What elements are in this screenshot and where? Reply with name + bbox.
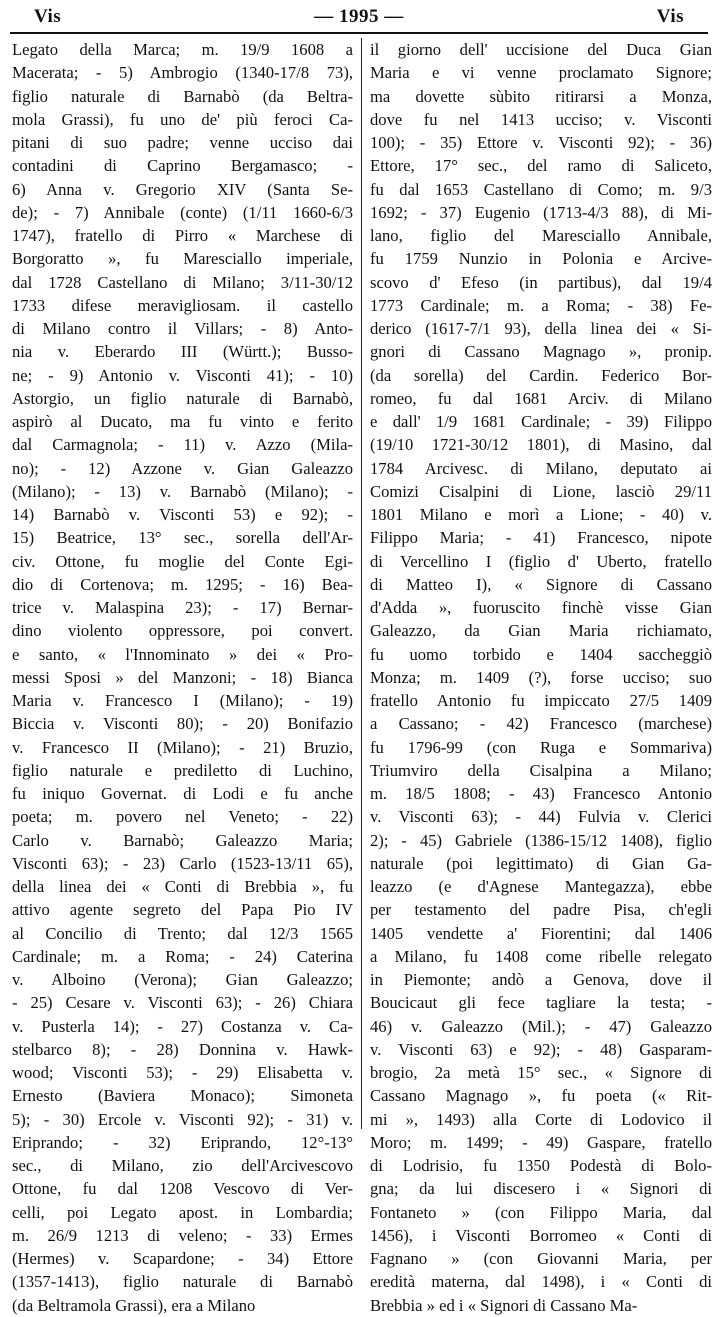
text-line: gna; da lui discesero i « Signori di: [370, 1179, 712, 1199]
text-line: Cardinale; m. a Roma; - 24) Caterina: [12, 946, 353, 966]
left-column: [12, 38, 362, 1315]
text-line: a Cassano; - 42) Francesco (marchese): [370, 714, 712, 734]
text-line: pitani di suo padre; venne ucciso dai: [12, 133, 353, 152]
text-line: v. Visconti 63); - 44) Fulvia v. Clerici: [370, 807, 712, 827]
text-line: e dall' 1/9 1681 Cardinale; - 39) Filippo: [370, 412, 712, 431]
text-line: scovo d' Efeso (in partibus), dal 19/4: [370, 272, 712, 292]
text-line: dino violento oppressore, poi convert.: [12, 621, 353, 641]
text-line: di Milano contro il Villars; - 8) Anto-: [12, 319, 353, 338]
text-line: m. 18/5 1808; - 43) Francesco Antonio: [370, 784, 712, 803]
text-line: Biccia v. Visconti 80); - 20) Bonifazio: [12, 714, 353, 734]
text-line: Macerata; - 5) Ambrogio (1340-17/8 73),: [12, 63, 353, 83]
text-line: wood; Visconti 53); - 29) Elisabetta v.: [12, 1063, 353, 1082]
text-line: 2); - 45) Gabriele (1386-15/12 1408), figlio: [370, 830, 712, 850]
text-line: 1405 vendette a' Fiorentini; dal 1406: [370, 923, 712, 943]
text-line: in Piemonte; andò a Genova, dove il: [370, 970, 712, 989]
text-line: Fontaneto » (con Filippo Maria, dal: [370, 1202, 712, 1222]
right-column: [362, 38, 712, 1315]
text-line: naturale (poi legittimato) di Gian Ga-: [370, 853, 712, 873]
text-line: (19/10 1721-30/12 1801), di Masino, dal: [370, 435, 712, 455]
text-line: derico (1617-7/1 93), della linea dei « Si-: [370, 319, 712, 338]
text-line: fu iniquo Governat. di Lodi e fu anche: [12, 784, 353, 803]
text-line: Monza; m. 1409 (?), forse ucciso; suo: [370, 667, 712, 687]
text-line: fu uomo torbido e 1404 saccheggiò: [370, 644, 712, 664]
text-line: Triumviro della Cisalpina a Milano;: [370, 760, 712, 780]
text-line: fu 1759 Nunzio in Polonia e Arcive-: [370, 249, 712, 269]
text-line: Ottone, fu dal 1208 Vescovo di Ver-: [12, 1179, 353, 1199]
text-line: Carlo v. Barnabò; Galeazzo Maria;: [12, 830, 353, 850]
text-line: 100); - 35) Ettore v. Visconti 92); - 36): [370, 133, 712, 152]
text-line: 1784 Arcivesc. di Milano, deputato ai: [370, 458, 712, 478]
text-line: dio di Cortenova; m. 1295; - 16) Bea-: [12, 574, 353, 594]
text-line: leazzo (e d'Agnese Mantegazza), ebbe: [370, 877, 712, 896]
text-line: gnori di Cassano Magnago », pronip.: [370, 342, 712, 362]
text-line: 1692; - 37) Eugenio (1713-4/3 88), di Mi-: [370, 202, 712, 222]
text-line: 6) Anna v. Gregorio XIV (Santa Se-: [12, 179, 353, 199]
text-line: della linea dei « Conti di Brebbia », fu: [12, 877, 353, 896]
text-line: ma dovette sùbito ritirarsi a Monza,: [370, 86, 712, 106]
text-line: romeo, fu dal 1681 Arciv. di Milano: [370, 388, 712, 408]
text-columns: [12, 38, 712, 1315]
text-line: Legato della Marca; m. 19/9 1608 a: [12, 40, 353, 59]
text-line: d'Adda », fuoruscito finchè visse Gian: [370, 598, 712, 617]
text-line: Borgoratto », fu Maresciallo imperiale,: [12, 249, 353, 269]
text-line: civ. Ottone, fu moglie del Conte Egi-: [12, 551, 353, 571]
text-line: fratello Antonio fu impiccato 27/5 1409: [370, 691, 712, 710]
text-line: v. Pusterla 14); - 27) Costanza v. Ca-: [12, 1016, 353, 1036]
text-line: de); - 7) Annibale (conte) (1/11 1660-6/3: [12, 202, 353, 222]
text-line: mi », 1493) alla Corte di Lodovico il: [370, 1109, 712, 1129]
text-line: per testamento del padre Pisa, ch'egli: [370, 900, 712, 920]
text-line: Astorgio, un figlio naturale di Barnabò,: [12, 388, 353, 408]
text-line: e santo, « l'Innominato » dei « Pro-: [12, 644, 353, 664]
text-line: v. Alboino (Verona); Gian Galeazzo;: [12, 970, 353, 989]
text-line: Maria e vi venne proclamato Signore;: [370, 63, 712, 83]
text-line: - 25) Cesare v. Visconti 63); - 26) Chiara: [12, 993, 353, 1013]
text-line: figlio naturale e prediletto di Luchino,: [12, 760, 353, 780]
text-line: m. 26/9 1213 di veleno; - 33) Ermes: [12, 1225, 353, 1245]
text-line: 14) Barnabò v. Visconti 53) e 92); -: [12, 505, 353, 524]
text-line: di Matteo I), « Signore di Cassano: [370, 574, 712, 594]
text-line: a Milano, fu 1408 come ribelle relegato: [370, 946, 712, 966]
text-line: di Vercellino I (figlio d' Uberto, fratello: [370, 551, 712, 571]
text-line: celli, poi Legato apost. in Lombardia;: [12, 1202, 353, 1222]
text-line: Comizi Cisalpini di Lione, lasciò 29/11: [370, 481, 712, 501]
text-line: poeta; m. povero nel Veneto; - 22): [12, 807, 353, 827]
text-line: eredità materna, dal 1498), i « Conti di: [370, 1272, 712, 1292]
text-line: sec., di Milano, zio dell'Arcivescovo: [12, 1156, 353, 1175]
text-line: no); - 12) Azzone v. Gian Galeazzo: [12, 458, 353, 478]
text-line: fu 1796-99 (con Ruga e Sommariva): [370, 737, 712, 757]
text-line: Ernesto (Baviera Monaco); Simoneta: [12, 1086, 353, 1106]
text-line: (Milano); - 13) v. Barnabò (Milano); -: [12, 481, 353, 501]
text-line: (da Beltramola Grassi), era a Milano: [12, 1295, 256, 1315]
text-line: (1357-1413), figlio naturale di Barnabò: [12, 1272, 353, 1292]
text-line: Cassano Magnago », fu poeta (« Rit-: [370, 1086, 712, 1106]
text-line: 1773 Cardinale; m. a Roma; - 38) Fe-: [370, 295, 712, 315]
text-line: il giorno dell' uccisione del Duca Gian: [370, 40, 712, 59]
text-line: lano, figlio del Maresciallo Annibale,: [370, 226, 712, 245]
text-line: al Concilio di Trento; dal 12/3 1565: [12, 923, 353, 943]
text-line: Visconti 63); - 23) Carlo (1523-13/11 65),: [12, 853, 353, 873]
text-line: nia v. Eberardo III (Württ.); Busso-: [12, 342, 353, 362]
text-line: Fagnano » (con Giovanni Maria, per: [370, 1249, 712, 1268]
header-right-keyword: Vis: [656, 6, 684, 27]
text-line: messi Sposi » del Manzoni; - 18) Bianca: [12, 667, 353, 687]
text-line: attivo agente segreto del Papa Pio IV: [12, 900, 353, 920]
text-line: Galeazzo, da Gian Maria richiamato,: [370, 621, 712, 641]
text-line: v. Francesco II (Milano); - 21) Bruzio,: [12, 737, 353, 757]
text-line: Brebbia » ed i « Signori di Cassano Ma-: [370, 1295, 638, 1315]
text-line: Boucicaut gli fece tagliare la testa; -: [370, 993, 712, 1013]
text-line: 1747), fratello di Pirro « Marchese di: [12, 226, 353, 245]
text-line: Eriprando; - 32) Eriprando, 12°-13°: [12, 1132, 353, 1152]
text-line: fu dal 1653 Castellano di Como; m. 9/3: [370, 179, 712, 199]
text-line: 1801 Milano e morì a Lione; - 40) v.: [370, 505, 712, 524]
text-line: 15) Beatrice, 13° sec., sorella dell'Ar-: [12, 528, 353, 548]
text-line: 46) v. Galeazzo (Mil.); - 47) Galeazzo: [370, 1016, 712, 1036]
text-line: mola Grassi), fu uno de' più feroci Ca-: [12, 109, 353, 129]
text-line: brogio, 2a metà 15° sec., « Signore di: [370, 1063, 712, 1082]
text-line: trice v. Malaspina 23); - 17) Bernar-: [12, 598, 353, 617]
text-line: dal Carmagnola; - 11) v. Azzo (Mila-: [12, 435, 353, 455]
text-line: di Lodrisio, fu 1350 Podestà di Bolo-: [370, 1156, 712, 1175]
text-line: 1733 difese meravigliosam. il castello: [12, 295, 353, 315]
text-line: Moro; m. 1499; - 49) Gaspare, fratello: [370, 1132, 712, 1152]
text-line: ne; - 9) Antonio v. Visconti 41); - 10): [12, 365, 353, 385]
header-left-keyword: Vis: [34, 6, 62, 27]
text-line: dal 1728 Castellano di Milano; 3/11-30/12: [12, 272, 353, 292]
header-rule: [10, 32, 708, 34]
text-line: Ettore, 17° sec., del ramo di Saliceto,: [370, 156, 712, 176]
text-line: 5); - 30) Ercole v. Visconti 92); - 31) v.: [12, 1109, 353, 1129]
text-line: Maria v. Francesco I (Milano); - 19): [12, 691, 353, 710]
text-line: v. Visconti 63) e 92); - 48) Gasparam-: [370, 1039, 712, 1059]
text-line: (Hermes) v. Scapardone; - 34) Ettore: [12, 1249, 353, 1268]
text-line: 1456), i Visconti Borromeo « Conti di: [370, 1225, 712, 1245]
page-number: — 1995 —: [314, 6, 404, 27]
text-line: aspirò al Ducato, ma fu vinto e ferito: [12, 412, 353, 431]
text-line: stelbarco 8); - 28) Donnina v. Hawk-: [12, 1039, 353, 1059]
text-line: dove fu nel 1413 ucciso; v. Visconti: [370, 109, 712, 129]
text-line: Filippo Maria; - 41) Francesco, nipote: [370, 528, 712, 548]
text-line: figlio naturale di Barnabò (da Beltra-: [12, 86, 353, 106]
text-line: (da sorella) del Cardin. Federico Bor-: [370, 365, 712, 385]
running-head: [34, 2, 684, 32]
text-line: contadini di Caprino Bergamasco; -: [12, 156, 353, 176]
